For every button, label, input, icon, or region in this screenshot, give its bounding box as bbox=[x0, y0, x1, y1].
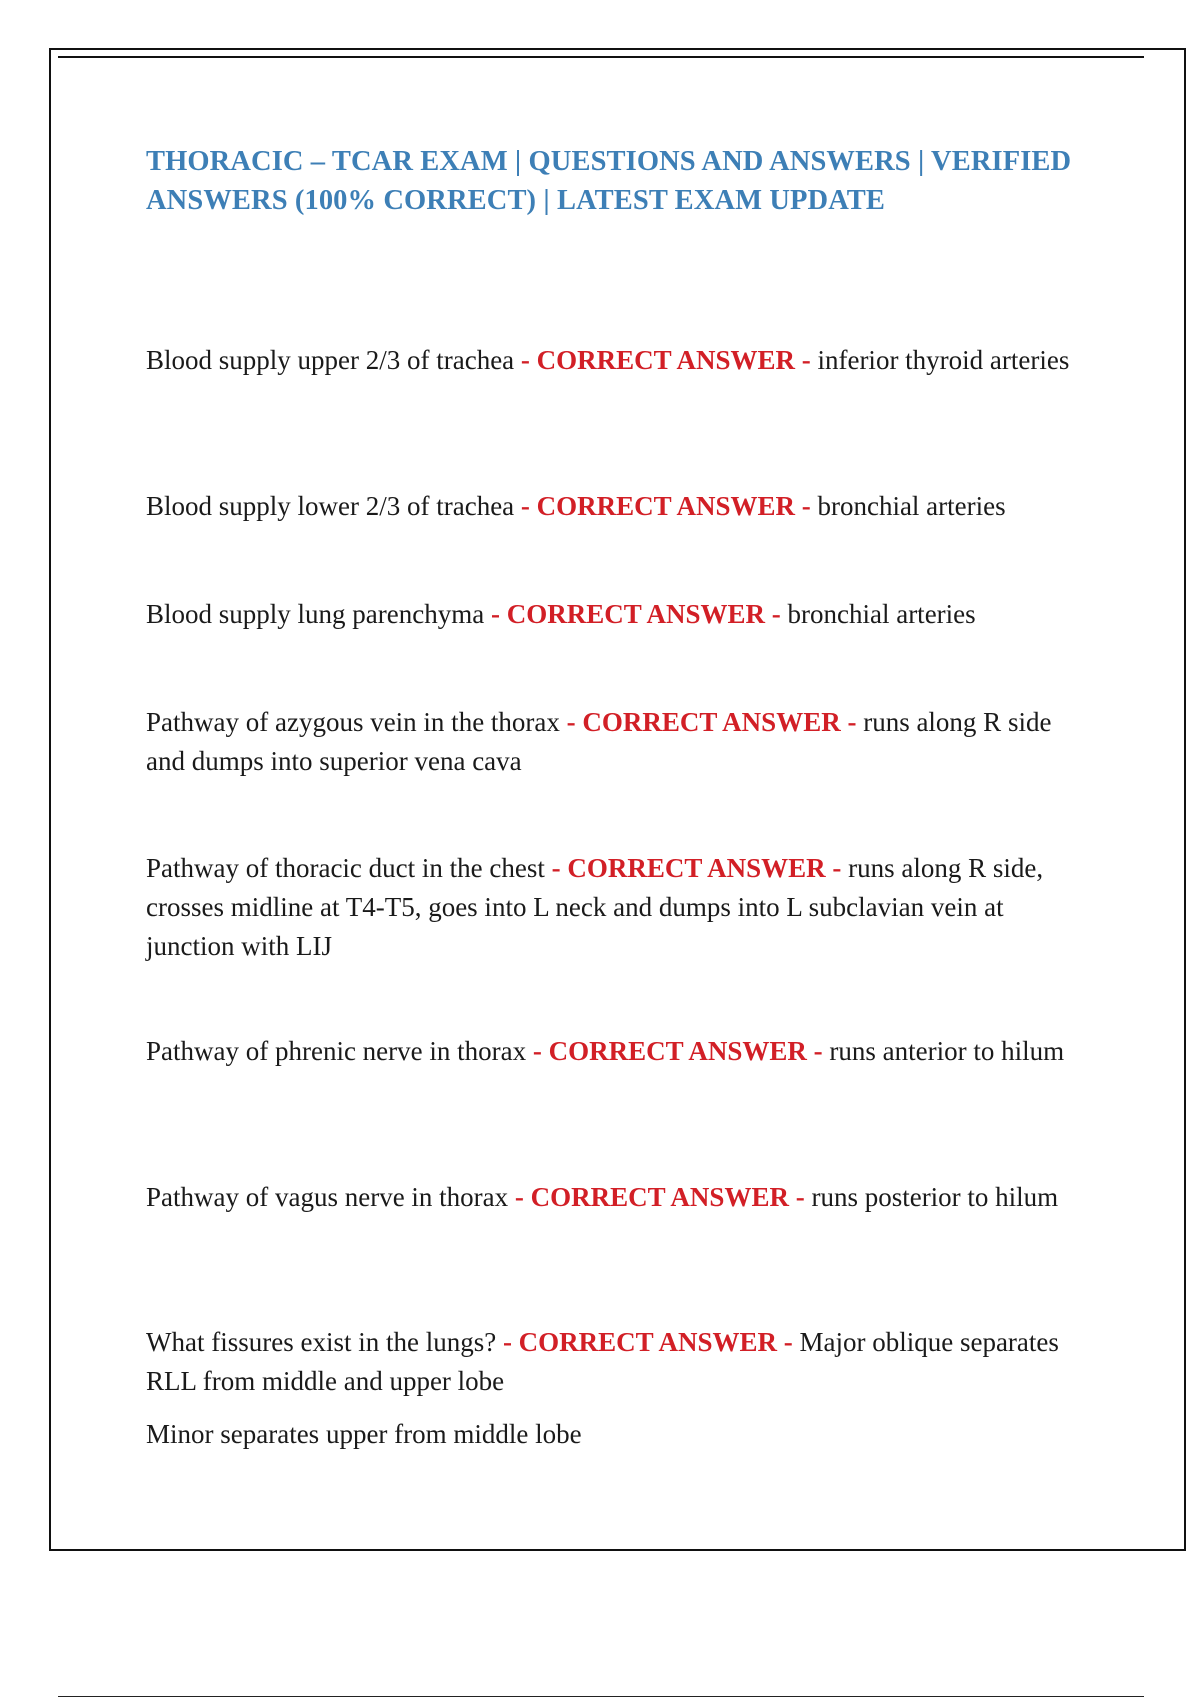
qa-item bbox=[146, 703, 1096, 781]
question-text: What fissures exist in the lungs? bbox=[146, 1327, 497, 1357]
question-text: Pathway of thoracic duct in the chest bbox=[146, 853, 545, 883]
correct-answer-label: - CORRECT ANSWER - bbox=[526, 1036, 830, 1066]
correct-answer-label: - CORRECT ANSWER - bbox=[514, 345, 818, 375]
answer-text: runs anterior to hilum bbox=[829, 1036, 1065, 1066]
bottom-rule bbox=[58, 1696, 1144, 1697]
answer-continuation: Minor separates upper from middle lobe bbox=[146, 1419, 582, 1449]
qa-item bbox=[146, 1178, 1096, 1217]
question-text: Blood supply lung parenchyma bbox=[146, 599, 485, 629]
correct-answer-label: - CORRECT ANSWER - bbox=[508, 1182, 812, 1212]
correct-answer-label: - CORRECT ANSWER - bbox=[514, 491, 818, 521]
correct-answer-label: - CORRECT ANSWER - bbox=[484, 599, 788, 629]
qa-item bbox=[146, 1032, 1096, 1071]
answer-text: bronchial arteries bbox=[817, 491, 1006, 521]
question-text: Pathway of phrenic nerve in thorax bbox=[146, 1036, 527, 1066]
qa-item bbox=[146, 487, 1096, 526]
correct-answer-label: - CORRECT ANSWER - bbox=[496, 1327, 800, 1357]
question-text: Pathway of vagus nerve in thorax bbox=[146, 1182, 509, 1212]
qa-item bbox=[146, 849, 1096, 966]
answer-text: runs along R side and dumps into superior vena cava bbox=[146, 707, 1052, 776]
qa-item bbox=[146, 341, 1096, 380]
answer-text: runs posterior to hilum bbox=[811, 1182, 1059, 1212]
qa-item bbox=[146, 1323, 1096, 1401]
answer-text: inferior thyroid arteries bbox=[817, 345, 1070, 375]
correct-answer-label: - CORRECT ANSWER - bbox=[544, 853, 849, 883]
top-rule bbox=[58, 56, 1144, 58]
answer-text: Major oblique separates RLL from middle and upper lobe bbox=[146, 1327, 1059, 1396]
document-title: THORACIC – TCAR EXAM | QUESTIONS AND ANSWERS | VERIFIED ANSWERS (100% CORRECT) | LATEST EXAM UPDATE bbox=[146, 146, 1072, 216]
answer-text: runs along R side, crosses midline at T4-T5, goes into L neck and dumps into L subclavian vein at junction with LIJ bbox=[146, 853, 1044, 961]
correct-answer-label: - CORRECT ANSWER - bbox=[559, 707, 864, 737]
question-text: Blood supply upper 2/3 of trachea bbox=[146, 345, 515, 375]
question-text: Pathway of azygous vein in the thorax bbox=[146, 707, 560, 737]
qa-item bbox=[146, 595, 1096, 634]
answer-text: bronchial arteries bbox=[787, 599, 976, 629]
question-text: Blood supply lower 2/3 of trachea bbox=[146, 491, 515, 521]
